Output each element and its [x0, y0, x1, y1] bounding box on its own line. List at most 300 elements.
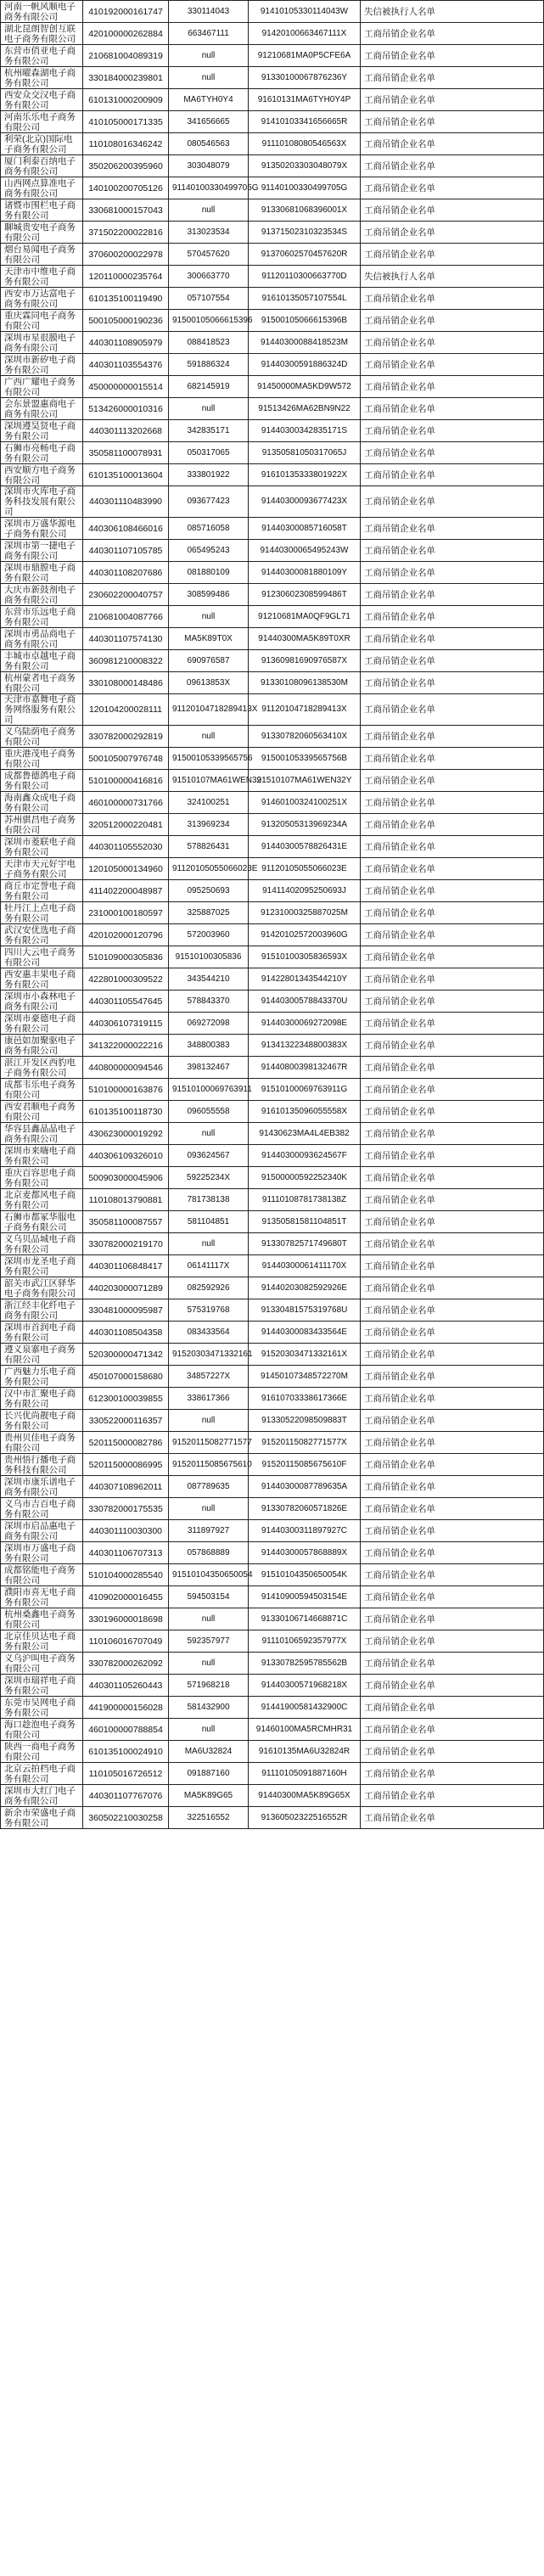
- registration-number-cell: 520115000082786: [83, 1432, 169, 1454]
- company-name-cell: 商丘市定誉电子商务有限公司: [1, 880, 83, 902]
- list-category-cell: 工商吊销企业名单: [361, 1785, 544, 1807]
- registration-number-cell: 520300000471342: [83, 1344, 169, 1366]
- list-category-cell: 工商吊销企业名单: [361, 133, 544, 155]
- credit-code-cell: 91610135MA6U32824R: [249, 1741, 361, 1763]
- table-row: [1, 1498, 544, 1520]
- registration-number-cell: 440800000094546: [83, 1057, 169, 1079]
- credit-code-cell: 91410900594503154E: [249, 1586, 361, 1608]
- registration-number-cell: 360502210030258: [83, 1807, 169, 1829]
- credit-code-cell: 91610703338617366E: [249, 1388, 361, 1410]
- organization-code-cell: 088418523: [169, 332, 249, 354]
- table-row: [1, 1807, 544, 1829]
- company-name-cell: 北京云拍档电子商务有限公司: [1, 1763, 83, 1785]
- company-name-cell: 濮阳市喜无电子商务有限公司: [1, 1586, 83, 1608]
- list-category-cell: 工商吊销企业名单: [361, 1123, 544, 1145]
- table-row: [1, 1167, 544, 1189]
- list-category-cell: 工商吊销企业名单: [361, 199, 544, 222]
- registration-number-cell: 420100000262884: [83, 23, 169, 45]
- table-row: [1, 266, 544, 288]
- table-row: [1, 858, 544, 880]
- table-row: [1, 1697, 544, 1719]
- organization-code-cell: 057107554: [169, 288, 249, 310]
- registration-number-cell: 110105016726512: [83, 1763, 169, 1785]
- registration-number-cell: 350206200395960: [83, 155, 169, 177]
- organization-code-cell: 91500105339565756: [169, 748, 249, 770]
- list-category-cell: 工商吊销企业名单: [361, 1388, 544, 1410]
- credit-code-cell: 91420102572003960G: [249, 924, 361, 946]
- company-name-cell: 西安惠丰果电子商务有限公司: [1, 968, 83, 991]
- credit-code-cell: 91430623MA4L4EB382: [249, 1123, 361, 1145]
- registration-number-cell: 350581100087557: [83, 1211, 169, 1233]
- table-row: [1, 1057, 544, 1079]
- table-row: [1, 1653, 544, 1675]
- company-name-cell: 韶关市武江区驿华电子商务有限公司: [1, 1277, 83, 1299]
- organization-code-cell: 333801922: [169, 464, 249, 486]
- table-row: [1, 1520, 544, 1542]
- credit-code-cell: 91330108096138530M: [249, 672, 361, 694]
- table-row: [1, 902, 544, 924]
- company-name-cell: 汉中市汇聚电子商务有限公司: [1, 1388, 83, 1410]
- organization-code-cell: 09613853X: [169, 672, 249, 694]
- credit-code-cell: 91510100069763911G: [249, 1079, 361, 1101]
- registration-number-cell: 440306108466016: [83, 518, 169, 540]
- registration-number-cell: 440301108504358: [83, 1322, 169, 1344]
- organization-code-cell: null: [169, 1123, 249, 1145]
- company-name-cell: 杭州蒙者电子商务有限公司: [1, 672, 83, 694]
- registration-number-cell: 450107000158680: [83, 1366, 169, 1388]
- organization-code-cell: 91120104718289413X: [169, 694, 249, 726]
- credit-code-cell: 91610135057107554L: [249, 288, 361, 310]
- table-row: [1, 540, 544, 562]
- credit-code-cell: 91330481575319768U: [249, 1299, 361, 1322]
- company-name-cell: 深圳市星很膜电子商务有限公司: [1, 332, 83, 354]
- list-category-cell: 工商吊销企业名单: [361, 1542, 544, 1564]
- credit-code-cell: 91441900581432900C: [249, 1697, 361, 1719]
- table-row: [1, 1630, 544, 1653]
- registration-number-cell: 440301105260443: [83, 1675, 169, 1697]
- list-category-cell: 工商吊销企业名单: [361, 464, 544, 486]
- credit-code-cell: 91520115082771577X: [249, 1432, 361, 1454]
- table-row: [1, 792, 544, 814]
- registration-number-cell: 440301107767076: [83, 1785, 169, 1807]
- credit-code-cell: 91411402095250693J: [249, 880, 361, 902]
- list-category-cell: 工商吊销企业名单: [361, 726, 544, 748]
- credit-code-cell: 91440300093677423X: [249, 486, 361, 518]
- registration-number-cell: 330184000239801: [83, 67, 169, 89]
- organization-code-cell: null: [169, 1719, 249, 1741]
- credit-code-cell: 91360981690976587X: [249, 650, 361, 672]
- organization-code-cell: 398132467: [169, 1057, 249, 1079]
- registration-number-cell: 610135100118730: [83, 1101, 169, 1123]
- registration-number-cell: 410192000161747: [83, 1, 169, 23]
- list-category-cell: 工商吊销企业名单: [361, 1807, 544, 1829]
- list-category-cell: 工商吊销企业名单: [361, 1366, 544, 1388]
- registration-number-cell: 422801000309522: [83, 968, 169, 991]
- list-category-cell: 工商吊销企业名单: [361, 354, 544, 376]
- table-row: [1, 946, 544, 968]
- registration-number-cell: 120110000235764: [83, 266, 169, 288]
- credit-code-cell: 91371502310323534S: [249, 222, 361, 244]
- table-row: [1, 518, 544, 540]
- list-category-cell: 工商吊销企业名单: [361, 814, 544, 836]
- list-category-cell: 工商吊销企业名单: [361, 45, 544, 67]
- registration-number-cell: 110108013790881: [83, 1189, 169, 1211]
- credit-code-cell: 91440800398132467R: [249, 1057, 361, 1079]
- organization-code-cell: 578843370: [169, 991, 249, 1013]
- registration-number-cell: 510100000416816: [83, 770, 169, 792]
- organization-code-cell: 571968218: [169, 1675, 249, 1697]
- list-category-cell: 工商吊销企业名单: [361, 1057, 544, 1079]
- table-row: [1, 1233, 544, 1255]
- organization-code-cell: null: [169, 1410, 249, 1432]
- company-name-cell: 深圳遵昊贤电子商务有限公司: [1, 420, 83, 442]
- credit-code-cell: 91440300578826431E: [249, 836, 361, 858]
- company-name-cell: 北京麦都风电子商务有限公司: [1, 1189, 83, 1211]
- organization-code-cell: 570457620: [169, 244, 249, 266]
- table-row: [1, 442, 544, 464]
- organization-code-cell: MA5K89T0X: [169, 628, 249, 650]
- list-category-cell: 工商吊销企业名单: [361, 1344, 544, 1366]
- organization-code-cell: 592357977: [169, 1630, 249, 1653]
- list-category-cell: 工商吊销企业名单: [361, 991, 544, 1013]
- registration-number-cell: 440203000071289: [83, 1277, 169, 1299]
- organization-code-cell: 093624567: [169, 1145, 249, 1167]
- table-row: [1, 67, 544, 89]
- credit-code-cell: 91440300MA5K89G65X: [249, 1785, 361, 1807]
- table-row: [1, 354, 544, 376]
- credit-code-cell: 91440300087789635A: [249, 1476, 361, 1498]
- table-row: [1, 1035, 544, 1057]
- registration-number-cell: 210681004087766: [83, 606, 169, 628]
- registration-number-cell: 411402200048987: [83, 880, 169, 902]
- company-name-cell: 深圳市万盛电子商务有限公司: [1, 1542, 83, 1564]
- organization-code-cell: 330114043: [169, 1, 249, 23]
- table-row: [1, 177, 544, 199]
- organization-code-cell: 91500105066615396: [169, 310, 249, 332]
- table-row: [1, 1454, 544, 1476]
- organization-code-cell: 087789635: [169, 1476, 249, 1498]
- table-row: [1, 1608, 544, 1630]
- registration-number-cell: 510109000305836: [83, 946, 169, 968]
- list-category-cell: 工商吊销企业名单: [361, 1035, 544, 1057]
- registration-number-cell: 500105000190236: [83, 310, 169, 332]
- list-category-cell: 工商吊销企业名单: [361, 1255, 544, 1277]
- table-row: [1, 1123, 544, 1145]
- organization-code-cell: 342835171: [169, 420, 249, 442]
- list-category-cell: 失信被执行人名单: [361, 266, 544, 288]
- list-category-cell: 工商吊销企业名单: [361, 968, 544, 991]
- list-category-cell: 工商吊销企业名单: [361, 244, 544, 266]
- organization-code-cell: 581104851: [169, 1211, 249, 1233]
- company-name-cell: 牡丹江上点电子商务有限公司: [1, 902, 83, 924]
- company-name-cell: 义乌贝品城电子商务有限公司: [1, 1233, 83, 1255]
- table-row: [1, 584, 544, 606]
- registration-number-cell: 410105000171335: [83, 111, 169, 133]
- credit-code-cell: 91500105066615396B: [249, 310, 361, 332]
- organization-code-cell: 085716058: [169, 518, 249, 540]
- credit-code-cell: 91460100MA5RCMHR31: [249, 1719, 361, 1741]
- list-category-cell: 工商吊销企业名单: [361, 1476, 544, 1498]
- list-category-cell: 工商吊销企业名单: [361, 1653, 544, 1675]
- list-category-cell: 工商吊销企业名单: [361, 1520, 544, 1542]
- company-name-cell: 海南鑫众成电子商务有限公司: [1, 792, 83, 814]
- organization-code-cell: 34857227X: [169, 1366, 249, 1388]
- table-row: [1, 199, 544, 222]
- table-row: [1, 1344, 544, 1366]
- list-category-cell: 工商吊销企业名单: [361, 288, 544, 310]
- credit-code-cell: 91350581050317065J: [249, 442, 361, 464]
- table-row: [1, 880, 544, 902]
- organization-code-cell: 057868889: [169, 1542, 249, 1564]
- table-row: [1, 562, 544, 584]
- organization-code-cell: 308599486: [169, 584, 249, 606]
- registration-number-cell: 440301103554376: [83, 354, 169, 376]
- credit-code-cell: 91440300088418523M: [249, 332, 361, 354]
- organization-code-cell: 91510107MA61WEN32: [169, 770, 249, 792]
- organization-code-cell: 91510100069763911: [169, 1079, 249, 1101]
- registration-number-cell: 610135100119490: [83, 288, 169, 310]
- credit-code-cell: 91210681MA0P5CFE6A: [249, 45, 361, 67]
- table-row: [1, 486, 544, 518]
- registration-number-cell: 440301105552030: [83, 836, 169, 858]
- registration-number-cell: 610131000200909: [83, 89, 169, 111]
- credit-code-cell: 91440300311897927C: [249, 1520, 361, 1542]
- table-row: [1, 1322, 544, 1344]
- credit-code-cell: 91440300069272098E: [249, 1013, 361, 1035]
- registration-number-cell: 610135100013604: [83, 464, 169, 486]
- credit-code-cell: 91450107348572270M: [249, 1366, 361, 1388]
- company-name-cell: 石狮市都冢华服电子商务有限公司: [1, 1211, 83, 1233]
- organization-code-cell: 322516552: [169, 1807, 249, 1829]
- company-name-cell: 烟台易闻电子商务有限公司: [1, 244, 83, 266]
- list-category-cell: 工商吊销企业名单: [361, 628, 544, 650]
- list-category-cell: 工商吊销企业名单: [361, 1564, 544, 1586]
- table-row: [1, 1410, 544, 1432]
- organization-code-cell: 581432900: [169, 1697, 249, 1719]
- organization-code-cell: 050317065: [169, 442, 249, 464]
- company-name-cell: 深圳市第一捷电子商务有限公司: [1, 540, 83, 562]
- list-category-cell: 工商吊销企业名单: [361, 155, 544, 177]
- credit-code-cell: 91422801343544210Y: [249, 968, 361, 991]
- credit-code-cell: 91513426MA62BN9N22: [249, 398, 361, 420]
- list-category-cell: 工商吊销企业名单: [361, 584, 544, 606]
- credit-code-cell: 91500105339565756B: [249, 748, 361, 770]
- credit-code-cell: 91330782060571826E: [249, 1498, 361, 1520]
- table-row: [1, 244, 544, 266]
- credit-code-cell: 91460100324100251X: [249, 792, 361, 814]
- company-name-cell: 深圳市豪德电子商务有限公司: [1, 1013, 83, 1035]
- table-row: [1, 1211, 544, 1233]
- list-category-cell: 工商吊销企业名单: [361, 1167, 544, 1189]
- company-name-cell: 深圳市大红门电子商务有限公司: [1, 1785, 83, 1807]
- list-category-cell: 工商吊销企业名单: [361, 1233, 544, 1255]
- table-row: [1, 1101, 544, 1123]
- company-name-cell: 武汉安优选电子商务有限公司: [1, 924, 83, 946]
- company-name-cell: 西安众交汉电子商务有限公司: [1, 89, 83, 111]
- company-name-cell: 深圳市勇品商电子商务有限公司: [1, 628, 83, 650]
- company-name-cell: 重庆霖同电子商务有限公司: [1, 310, 83, 332]
- organization-code-cell: 303048079: [169, 155, 249, 177]
- organization-code-cell: 578826431: [169, 836, 249, 858]
- organization-code-cell: 343544210: [169, 968, 249, 991]
- list-category-cell: 工商吊销企业名单: [361, 1432, 544, 1454]
- company-name-cell: 河南乐乐电子商务有限公司: [1, 111, 83, 133]
- registration-number-cell: 520115000086995: [83, 1454, 169, 1476]
- list-category-cell: 工商吊销企业名单: [361, 222, 544, 244]
- company-name-cell: 成都韦乐电子商务有限公司: [1, 1079, 83, 1101]
- company-name-cell: 苏州骐昌电子商务有限公司: [1, 814, 83, 836]
- company-name-cell: 长兴优尚靓电子商务有限公司: [1, 1410, 83, 1432]
- list-category-cell: 工商吊销企业名单: [361, 1101, 544, 1123]
- credit-code-cell: 91330782060563410X: [249, 726, 361, 748]
- registration-number-cell: 440306109326010: [83, 1145, 169, 1167]
- credit-code-cell: 91341322348800383X: [249, 1035, 361, 1057]
- credit-code-cell: 91420100663467111X: [249, 23, 361, 45]
- registration-number-cell: 320512000220481: [83, 814, 169, 836]
- table-row: [1, 991, 544, 1013]
- list-category-cell: 工商吊销企业名单: [361, 177, 544, 199]
- table-row: [1, 23, 544, 45]
- table-row: [1, 1366, 544, 1388]
- company-name-cell: 湖北昆朗智创互联电子商务有限公司: [1, 23, 83, 45]
- company-name-cell: 四川大云电子商务有限公司: [1, 946, 83, 968]
- registration-number-cell: 440301106848417: [83, 1255, 169, 1277]
- registration-number-cell: 440301106707313: [83, 1542, 169, 1564]
- organization-code-cell: 91120105055066023E: [169, 858, 249, 880]
- list-category-cell: 工商吊销企业名单: [361, 1454, 544, 1476]
- organization-code-cell: 083433564: [169, 1322, 249, 1344]
- company-name-cell: 东营市俏亚电子商务有限公司: [1, 45, 83, 67]
- organization-code-cell: null: [169, 1233, 249, 1255]
- registration-number-cell: 230602200040757: [83, 584, 169, 606]
- company-name-cell: 天津市嘉舞电子商务网络服务有限公司: [1, 694, 83, 726]
- organization-code-cell: MA5K89G65: [169, 1785, 249, 1807]
- table-row: [1, 155, 544, 177]
- registration-number-cell: 330196000018698: [83, 1608, 169, 1630]
- credit-code-cell: 91350581581104851T: [249, 1211, 361, 1233]
- company-name-cell: 天津市天元好宇电子商务有限公司: [1, 858, 83, 880]
- credit-code-cell: 91110108781738138Z: [249, 1189, 361, 1211]
- registration-number-cell: 440306107319115: [83, 1013, 169, 1035]
- registration-number-cell: 110108016346242: [83, 133, 169, 155]
- table-row: [1, 45, 544, 67]
- organization-code-cell: null: [169, 726, 249, 748]
- registration-number-cell: 330782000219170: [83, 1233, 169, 1255]
- credit-code-cell: 91610131MA6TYH0Y4P: [249, 89, 361, 111]
- organization-code-cell: 081880109: [169, 562, 249, 584]
- table-row: [1, 770, 544, 792]
- table-row: [1, 694, 544, 726]
- registration-number-cell: 140100200705126: [83, 177, 169, 199]
- organization-code-cell: MA6U32824: [169, 1741, 249, 1763]
- table-row: [1, 1763, 544, 1785]
- list-category-cell: 工商吊销企业名单: [361, 540, 544, 562]
- list-category-cell: 工商吊销企业名单: [361, 1410, 544, 1432]
- organization-code-cell: 313969234: [169, 814, 249, 836]
- organization-code-cell: null: [169, 1653, 249, 1675]
- company-name-cell: 康邑如加聚驱电子商务有限公司: [1, 1035, 83, 1057]
- list-category-cell: 工商吊销企业名单: [361, 836, 544, 858]
- registration-number-cell: 440301107574130: [83, 628, 169, 650]
- table-row: [1, 332, 544, 354]
- credit-code-cell: 91120110300663770D: [249, 266, 361, 288]
- company-name-cell: 深圳市康乐谱电子商务有限公司: [1, 1476, 83, 1498]
- company-name-cell: 利荣(北京)国际电子商务有限公司: [1, 133, 83, 155]
- organization-code-cell: 080546563: [169, 133, 249, 155]
- company-name-cell: 大庆市新鼓剂电子商务有限公司: [1, 584, 83, 606]
- credit-code-cell: 91140100330499705G: [249, 177, 361, 199]
- company-name-cell: 深圳市首润电子商务有限公司: [1, 1322, 83, 1344]
- list-category-cell: 工商吊销企业名单: [361, 770, 544, 792]
- table-body: [1, 1, 544, 1829]
- table-row: [1, 1079, 544, 1101]
- company-name-cell: 华容县鑫晶晶电子商务有限公司: [1, 1123, 83, 1145]
- credit-code-cell: 91510107MA61WEN32Y: [249, 770, 361, 792]
- registration-number-cell: 612300100039855: [83, 1388, 169, 1410]
- company-name-cell: 杭州曜森湖电子商务有限公司: [1, 67, 83, 89]
- credit-code-cell: 91330106714668871C: [249, 1608, 361, 1630]
- table-row: [1, 288, 544, 310]
- organization-code-cell: 572003960: [169, 924, 249, 946]
- organization-code-cell: 311897927: [169, 1520, 249, 1542]
- organization-code-cell: 575319768: [169, 1299, 249, 1322]
- company-name-cell: 贵州悟行播电子商务科技有限公司: [1, 1454, 83, 1476]
- list-category-cell: 工商吊销企业名单: [361, 1299, 544, 1322]
- company-name-cell: 西安市万达富电子商务有限公司: [1, 288, 83, 310]
- company-name-cell: 深圳市瑞祥电子商务有限公司: [1, 1675, 83, 1697]
- table-row: [1, 1145, 544, 1167]
- list-category-cell: 工商吊销企业名单: [361, 376, 544, 398]
- table-row: [1, 420, 544, 442]
- credit-code-cell: 91230602308599486T: [249, 584, 361, 606]
- organization-code-cell: 591886324: [169, 354, 249, 376]
- organization-code-cell: 91140100330499705G: [169, 177, 249, 199]
- credit-code-cell: 91360502322516552R: [249, 1807, 361, 1829]
- credit-code-cell: 91231000325887025M: [249, 902, 361, 924]
- registration-number-cell: 440301108905979: [83, 332, 169, 354]
- credit-code-cell: 91440203082592926E: [249, 1277, 361, 1299]
- credit-code-cell: 91520115085675610F: [249, 1454, 361, 1476]
- list-category-cell: 工商吊销企业名单: [361, 67, 544, 89]
- table-row: [1, 1189, 544, 1211]
- company-name-cell: 东营市乐远电子商务有限公司: [1, 606, 83, 628]
- organization-code-cell: 095250693: [169, 880, 249, 902]
- list-category-cell: 工商吊销企业名单: [361, 1608, 544, 1630]
- credit-code-cell: 91330100067876236Y: [249, 67, 361, 89]
- list-category-cell: 工商吊销企业名单: [361, 1719, 544, 1741]
- company-name-cell: 义乌陆荫电子商务有限公司: [1, 726, 83, 748]
- registration-number-cell: 330782000262092: [83, 1653, 169, 1675]
- credit-code-cell: 91440300MA5K89T0XR: [249, 628, 361, 650]
- table-row: [1, 968, 544, 991]
- registration-number-cell: 441900000156028: [83, 1697, 169, 1719]
- registration-number-cell: 330522000116357: [83, 1410, 169, 1432]
- organization-code-cell: null: [169, 199, 249, 222]
- credit-code-cell: 91330782571749680T: [249, 1233, 361, 1255]
- list-category-cell: 工商吊销企业名单: [361, 672, 544, 694]
- list-category-cell: 工商吊销企业名单: [361, 1079, 544, 1101]
- registration-number-cell: 440301107105785: [83, 540, 169, 562]
- organization-code-cell: 663467111: [169, 23, 249, 45]
- table-row: [1, 398, 544, 420]
- company-name-cell: 深圳市菱联电子商务有限公司: [1, 836, 83, 858]
- company-name-cell: 深圳市启品惠电子商务有限公司: [1, 1520, 83, 1542]
- organization-code-cell: MA6TYH0Y4: [169, 89, 249, 111]
- company-name-cell: 重庆百容思电子商务有限公司: [1, 1167, 83, 1189]
- company-name-cell: 深圳市小森林电子商务有限公司: [1, 991, 83, 1013]
- credit-code-cell: 91440300081880109Y: [249, 562, 361, 584]
- table-row: [1, 748, 544, 770]
